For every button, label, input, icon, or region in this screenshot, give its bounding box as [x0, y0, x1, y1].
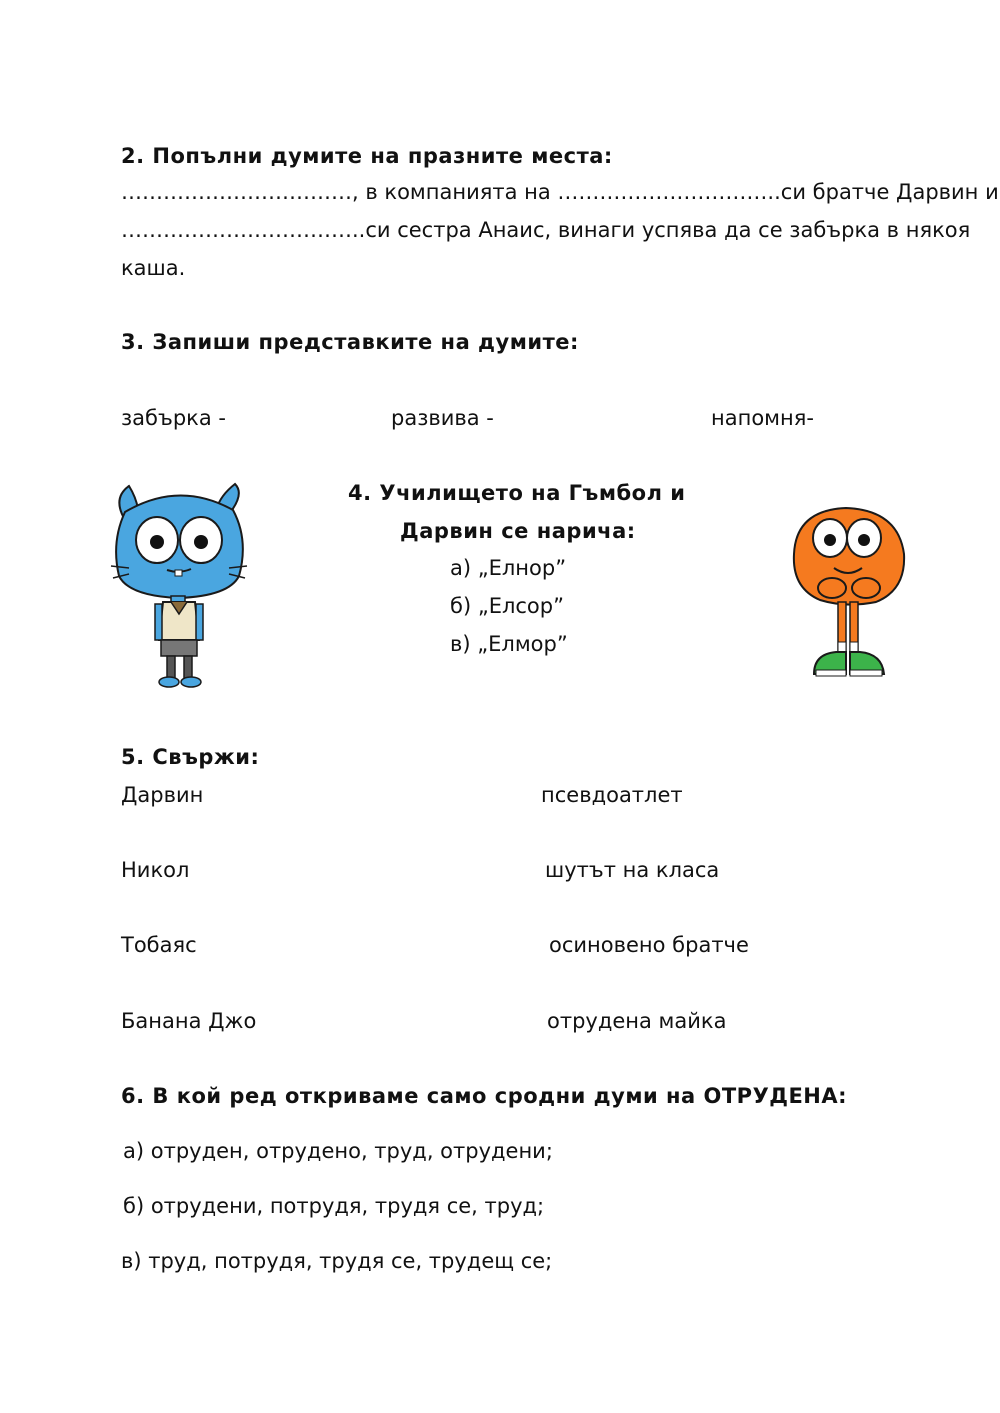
q6-option-a: а) отруден, отрудено, труд, отрудени; — [123, 1139, 553, 1163]
q2-title: 2. Попълни думите на празните места: — [121, 144, 613, 168]
darwin-illustration — [786, 502, 912, 680]
q5-title: 5. Свържи: — [121, 745, 260, 769]
q5-left-1: Дарвин — [121, 783, 204, 807]
q5-left-4: Банана Джо — [121, 1009, 257, 1033]
q3-word-3: напомня- — [711, 406, 814, 430]
q4-option-c: в) „Елмор” — [450, 632, 568, 656]
q5-right-2: шутът на класа — [545, 858, 720, 882]
q2-line-3: каша. — [121, 256, 186, 280]
q6-option-b: б) отрудени, потрудя, трудя се, труд; — [123, 1194, 545, 1218]
q4-title-line-1: 4. Училището на Гъмбол и — [348, 481, 686, 505]
q3-word-2: развива - — [391, 406, 494, 430]
q2-line-2: ……………………………..си сестра Анаис, винаги успява да се забърка в някоя — [121, 218, 971, 242]
q5-right-4: отрудена майка — [547, 1009, 727, 1033]
q5-left-2: Никол — [121, 858, 190, 882]
q5-right-1: псевдоатлет — [541, 783, 683, 807]
q3-title: 3. Запиши представките на думите: — [121, 330, 579, 354]
q4-option-a: а) „Елнор” — [450, 556, 567, 580]
q4-option-b: б) „Елсор” — [450, 594, 564, 618]
gumball-illustration — [107, 480, 252, 692]
q2-line-1: ……………………………, в компанията на …………………………..си братче Дарвин и — [121, 180, 999, 204]
q6-title: 6. В кой ред откриваме само сродни думи на ОТРУДЕНА: — [121, 1084, 848, 1108]
q4-title-line-2: Дарвин се нарича: — [400, 519, 636, 543]
q5-right-3: осиновено братче — [549, 933, 749, 957]
q6-option-c: в) труд, потрудя, трудя се, трудещ се; — [121, 1249, 553, 1273]
q5-left-3: Тобаяс — [121, 933, 197, 957]
q3-word-1: забърка - — [121, 406, 226, 430]
